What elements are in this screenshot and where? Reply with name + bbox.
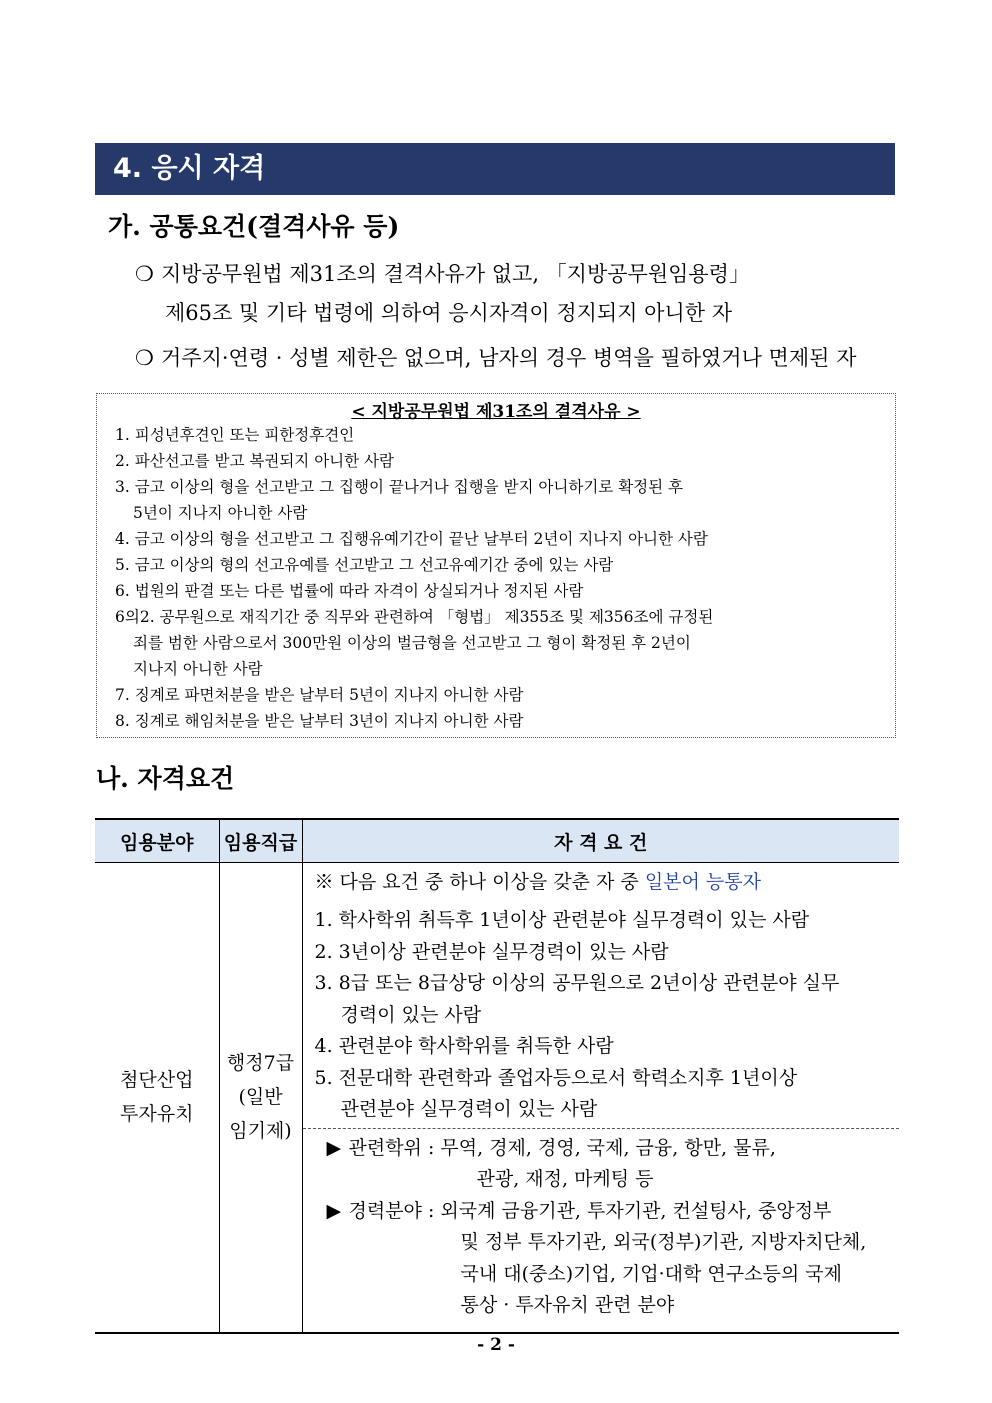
page-number: - 2 - (477, 1335, 515, 1355)
requirements-cell (302, 863, 899, 1333)
dashed-divider (303, 1128, 900, 1129)
common-bullet-disqualification (135, 255, 905, 333)
triangle-bullet-icon: ▶ (326, 1199, 342, 1222)
circle-bullet-icon: ❍ (135, 346, 154, 370)
requirement-item: 1. 학사학위 취득후 1년이상 관련분야 실무경력이 있는 사람 (314, 909, 810, 931)
header-grade: 임용직급 (219, 819, 302, 863)
career-field-info: ▶ 경력분야 : 외국계 금융기관, 투자기관, 컨설팅사, 중앙정부 및 정부 투자기관, 외국(정부)기관, 지방자치단체, 국내 대(중소)기업, 기업·대학 연구소등의 국제 통상 · 투자유치 관련 분야 (315, 1196, 894, 1322)
bullet-text-continued: 제65조 및 기타 법령에 의하여 응시자격이 정지되지 아니한 자 (165, 301, 732, 325)
grade-cell: 행정7급 (일반 임기제) (219, 863, 302, 1333)
reason-item: 4. 금고 이상의 형을 선고받고 그 집행유예기간이 끝난 날부터 2년이 지나지 아니한 사람 (115, 530, 708, 548)
header-requirements: 자 격 요 건 (302, 819, 899, 863)
reason-item: 8. 징계로 해임처분을 받은 날부터 3년이 지나지 아니한 사람 (115, 712, 524, 730)
reason-item: 1. 피성년후견인 또는 피한정후견인 (115, 426, 355, 444)
requirement-item-continued: 관련분야 실무경력이 있는 사람 (340, 1098, 598, 1120)
bullet-text: 지방공무원법 제31조의 결격사유가 없고, 「지방공무원임용령」 (161, 262, 750, 286)
requirement-item-continued: 경력이 있는 사람 (340, 1003, 482, 1026)
bullet-text: 거주지·연령 · 성별 제한은 없으며, 남자의 경우 병역을 필하였거나 면제된 자 (161, 346, 857, 370)
field-cell: 첨단산업 투자유치 (95, 863, 219, 1333)
common-bullet-no-restriction (135, 339, 905, 378)
disqualification-reasons-box (96, 393, 896, 738)
reasons-box-title: < 지방공무원법 제31조의 결격사유 > (351, 402, 641, 422)
requirement-item: 3. 8급 또는 8급상당 이상의 공무원으로 2년이상 관련분야 실무 (314, 972, 840, 994)
header-field: 임용분야 (95, 819, 219, 863)
reasons-list (115, 422, 713, 734)
reason-item: 2. 파산선고를 받고 복권되지 아니한 사람 (115, 452, 394, 470)
requirement-item: 5. 전문대학 관련학과 졸업자등으로서 학력소지후 1년이상 (314, 1066, 798, 1089)
table-row (95, 863, 899, 1333)
reason-item: 6의2. 공무원으로 재직기간 중 직무와 관련하여 「형법」 제355조 및 제356조에 규정된 (115, 608, 714, 626)
circle-bullet-icon: ❍ (135, 262, 154, 286)
related-degree-info: ▶ 관련학위 : 무역, 경제, 경영, 국제, 금융, 항만, 물류, 관광, 재정, 마케팅 등 (315, 1133, 894, 1196)
reason-item: 5. 금고 이상의 형의 선고유예를 선고받고 그 선고유예기간 중에 있는 사람 (115, 556, 614, 574)
reason-item-continued: 죄를 범한 사람으로서 300만원 이상의 벌금형을 선고받고 그 형이 확정된 후 2년이 (133, 634, 691, 652)
requirement-item: 2. 3년이상 관련분야 실무경력이 있는 사람 (314, 940, 669, 963)
qualification-table (95, 818, 899, 1334)
reason-item-continued: 지나지 아니한 사람 (133, 660, 263, 678)
common-requirements-title: 가. 공통요건(결격사유 등) (108, 212, 400, 241)
section-header: 4. 응시 자격 (95, 143, 895, 195)
reason-item: 3. 금고 이상의 형을 선고받고 그 집행이 끝나거나 집행을 받지 아니하기로 확정된 후 (115, 478, 684, 496)
table-header-row (95, 819, 899, 863)
requirements-note: ※ 다음 요건 중 하나 이상을 갖춘 자 중 일본어 능통자 (314, 871, 761, 893)
requirements-list (315, 905, 894, 1126)
triangle-bullet-icon: ▶ (326, 1136, 342, 1159)
reason-item-continued: 5년이 지나지 아니한 사람 (133, 504, 308, 522)
language-highlight: 일본어 능통자 (644, 871, 761, 893)
requirement-item: 4. 관련분야 학사학위를 취득한 사람 (314, 1035, 614, 1057)
reason-item: 6. 법원의 판결 또는 다른 법률에 따라 자격이 상실되거나 정지된 사람 (115, 582, 584, 600)
reason-item: 7. 징계로 파면처분을 받은 날부터 5년이 지나지 아니한 사람 (115, 686, 524, 704)
qualification-requirements-title: 나. 자격요건 (96, 764, 235, 793)
